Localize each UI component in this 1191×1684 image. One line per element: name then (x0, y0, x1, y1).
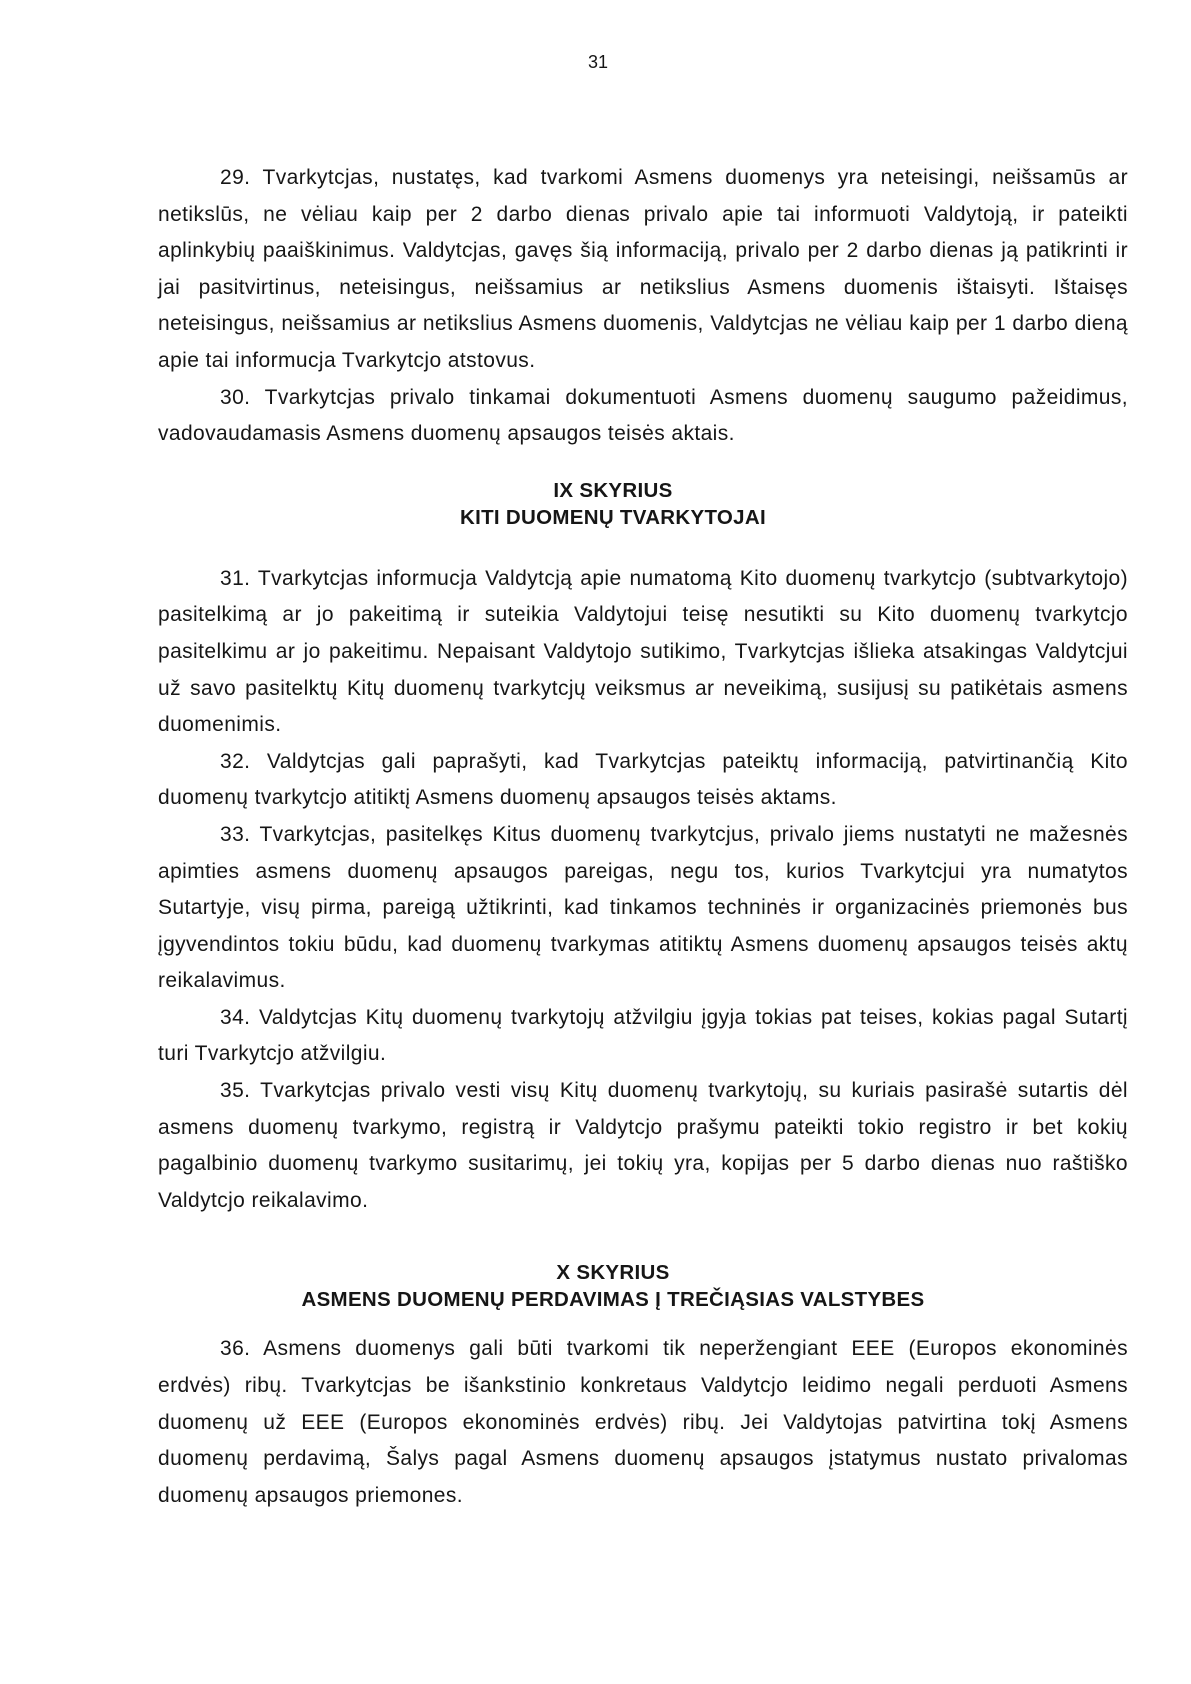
section-heading-ix (128, 477, 1098, 531)
section-heading-x-title: X SKYRIUS (556, 1261, 670, 1285)
section-heading-ix-title: IX SKYRIUS (553, 478, 673, 502)
section-heading-x-subtitle: ASMENS DUOMENŲ PERDAVIMAS Į TREČIĄSIAS VALSTYBES (301, 1288, 925, 1312)
paragraph-36: 36. Asmens duomenys gali būti tvarkomi tik neperžengiant EEE (Europos ekonominės erdvės) ribų. Tvarkytcjas be išankstinio konkretaus Valdytcjo leidimo negali perduoti Asmens duomenų už EEE (Europos ekonominės erdvės) ribų. Jei Valdytojas patvirtina tokį Asmens duomenų perdavimą, Šalys pagal Asmens duomenų apsaugos įstatymus nustato privalomas duomenų apsaugos priemones. (158, 1337, 1128, 1507)
paragraph-32: 32. Valdytcjas gali paprašyti, kad Tvarkytcjas pateiktų informaciją, patvirtinančią Kito duomenų tvarkytcjo atitiktį Asmens duomenų apsaugos teisės aktams. (158, 749, 1128, 810)
section-heading-x (128, 1259, 1098, 1313)
paragraph-34: 34. Valdytcjas Kitų duomenų tvarkytojų atžvilgiu įgyja tokias pat teises, kokias pagal Sutartį turi Tvarkytcjo atžvilgiu. (158, 1005, 1128, 1066)
section-heading-ix-subtitle: KITI DUOMENŲ TVARKYTOJAI (460, 505, 766, 529)
page-number: 31 (587, 52, 609, 72)
paragraph-31: 31. Tvarkytcjas informucja Valdytcją apie numatomą Kito duomenų tvarkytcjo (subtvarkytojo) pasitelkimą ar jo pakeitimą ir suteikia Valdytojui teisę nesutikti su Kito duomenų tvarkytcjo pasitelkimu ar jo pakeitimu. Nepaisant Valdytojo sutikimo, Tvarkytcjas išlieka atsakingas Valdytcjui už savo pasitelktų Kitų duomenų tvarkytcjų veiksmus ar neveikimą, susijusį su patikėtais asmens duomenimis. (158, 566, 1128, 737)
paragraph-33: 33. Tvarkytcjas, pasitelkęs Kitus duomenų tvarkytcjus, privalo jiems nustatyti ne mažesnės apimties asmens duomenų apsaugos pareigas, negu tos, kurios Tvarkytcjui yra numatytos Sutartyje, visų pirma, pareigą užtikrinti, kad tinkamos techninės ir organizacinės priemonės bus įgyvendintos tokiu būdu, kad duomenų tvarkymas atitiktų Asmens duomenų apsaugos teisės aktų reikalavimus. (158, 822, 1128, 993)
paragraph-35: 35. Tvarkytcjas privalo vesti visų Kitų duomenų tvarkytojų, su kuriais pasirašė sutartis dėl asmens duomenų tvarkymo, registrą ir Valdytcjo prašymu pateikti tokio registro ir bet kokių pagalbinio duomenų tvarkymo susitarimų, jei tokių yra, kopijas per 5 darbo dienas nuo raštiško Valdytcjo reikalavimo. (158, 1079, 1128, 1212)
paragraph-30: 30. Tvarkytcjas privalo tinkamai dokumentuoti Asmens duomenų saugumo pažeidimus, vadovaudamasis Asmens duomenų apsaugos teisės aktais. (158, 385, 1128, 446)
paragraph-29: 29. Tvarkytcjas, nustatęs, kad tvarkomi Asmens duomenys yra neteisingi, neišsamūs ar netikslūs, ne vėliau kaip per 2 darbo dienas privalo apie tai informuoti Valdytoją, ir pateikti aplinkybių paaiškinimus. Valdytcjas, gavęs šią informaciją, privalo per 2 darbo dienas ją patikrinti ir jai pasitvirtinus, neteisingus, neišsamius ar netikslius Asmens duomenis ištaisyti. Ištaisęs neteisingus, neišsamius ar netikslius Asmens duomenis, Valdytcjas ne vėliau kaip per 1 darbo dieną apie tai informucja Tvarkytcjo atstovus. (158, 166, 1128, 372)
